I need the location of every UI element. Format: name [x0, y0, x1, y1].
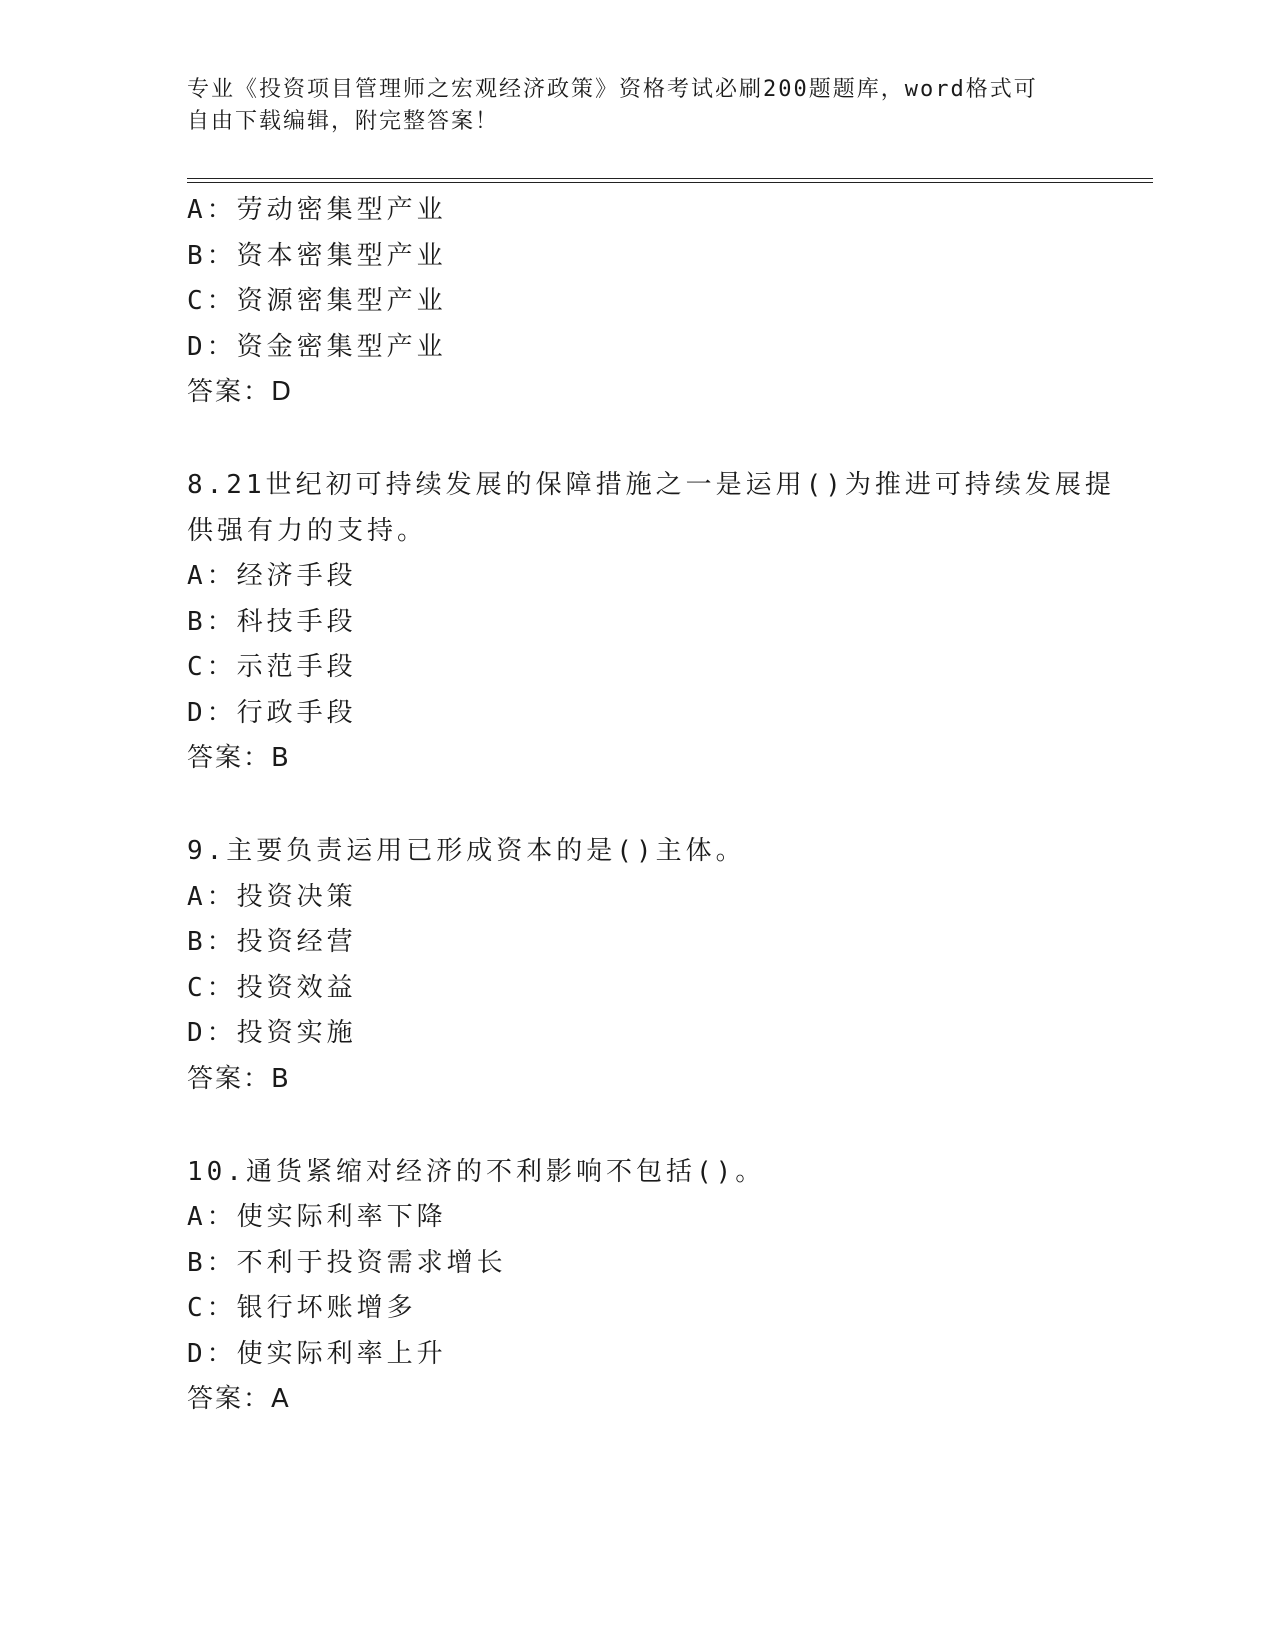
question-stem: 8.21世纪初可持续发展的保障措施之一是运用()为推进可持续发展提: [187, 470, 1115, 500]
question-stem: 9.主要负责运用已形成资本的是()主体。: [187, 836, 746, 866]
option-c: C：示范手段: [187, 652, 357, 682]
question-stem: 10.通货紧缩对经济的不利影响不包括()。: [187, 1156, 766, 1187]
option-a: A：经济手段: [187, 561, 357, 591]
answer-line: [187, 736, 1087, 781]
answer-label: 答案：: [187, 1063, 272, 1094]
answer-line: [187, 1057, 1087, 1102]
answer-value: B: [271, 1063, 291, 1094]
option-c: C：资源密集型产业: [187, 286, 447, 316]
header-line-2: 自由下载编辑，附完整答案！: [187, 109, 500, 134]
question-stem-continued: 供强有力的支持。: [187, 515, 428, 546]
answer-value: A: [271, 1384, 291, 1414]
option-a: A：劳动密集型产业: [187, 195, 447, 225]
option-a: A：使实际利率下降: [187, 1202, 447, 1232]
answer-label: 答案：: [187, 377, 272, 407]
option-d: D：使实际利率上升: [187, 1338, 447, 1369]
question-block: [187, 463, 1115, 781]
answer-value: B: [271, 743, 291, 773]
answer-line: [187, 1377, 1087, 1422]
answer-value: D: [271, 377, 294, 407]
question-block: [187, 1150, 1087, 1423]
option-c: C：投资效益: [187, 972, 357, 1003]
header-line-1: 专业《投资项目管理师之宏观经济政策》资格考试必刷200题题库，word格式可: [187, 77, 1038, 102]
option-b: B：科技手段: [187, 606, 357, 637]
document-header: [187, 74, 1067, 138]
header-divider: [187, 178, 1153, 183]
question-list: [187, 188, 1115, 1422]
answer-line: [187, 370, 1087, 415]
option-d: D：投资实施: [187, 1018, 357, 1048]
option-d: D：行政手段: [187, 697, 357, 728]
option-d: D：资金密集型产业: [187, 331, 447, 362]
question-block: [187, 829, 1087, 1102]
option-b: B：不利于投资需求增长: [187, 1247, 507, 1278]
option-b: B：投资经营: [187, 927, 357, 957]
option-c: C：银行坏账增多: [187, 1293, 417, 1323]
answer-label: 答案：: [187, 1384, 272, 1414]
answer-label: 答案：: [187, 743, 272, 773]
option-a: A：投资决策: [187, 881, 357, 912]
question-block: [187, 188, 1087, 415]
option-b: B：资本密集型产业: [187, 240, 447, 271]
